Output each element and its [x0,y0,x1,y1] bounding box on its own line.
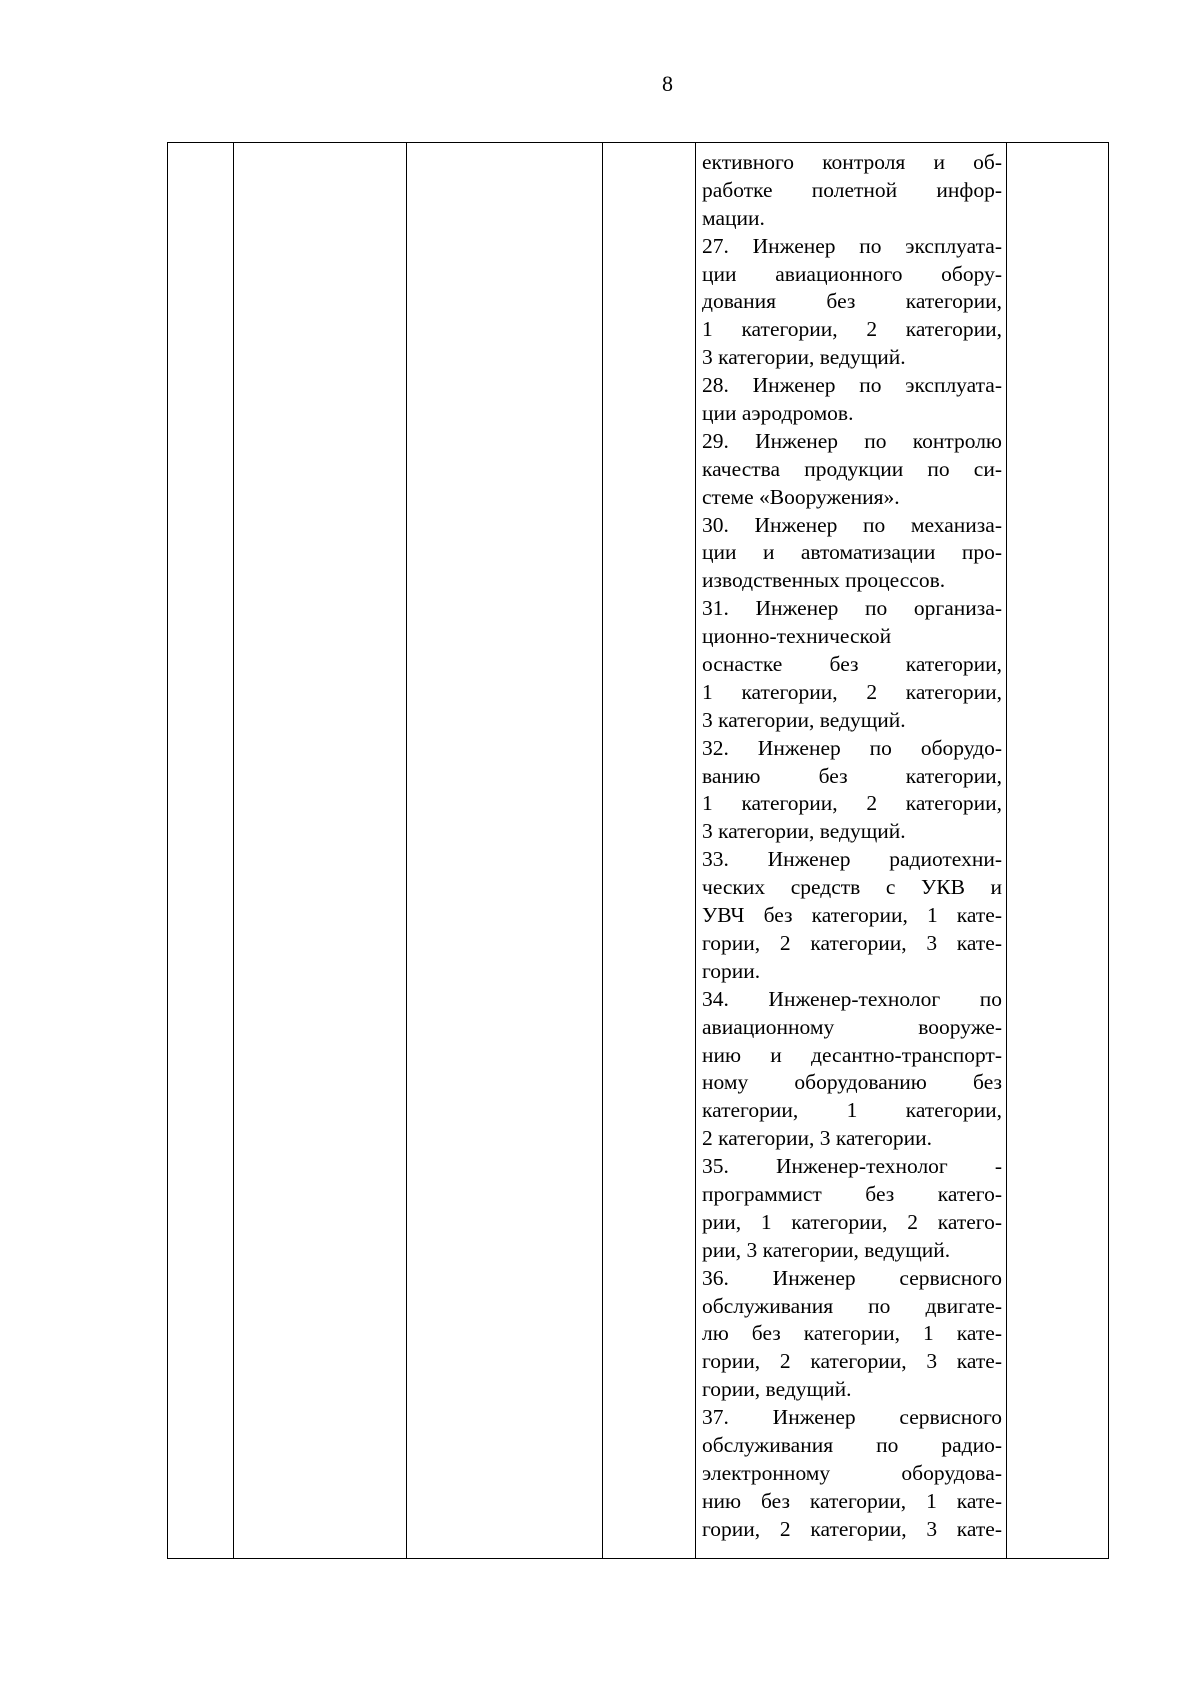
text-line: нию без категории, 1 кате- [702,1488,1002,1513]
text-line: 33. Инженер радиотехни- [702,847,1002,872]
text-line: 34. Инженер-технолог по [702,986,1002,1011]
table-cell-col-4 [603,143,696,1559]
text-line: 37. Инженер сервисного [702,1405,1002,1430]
text-line: программист без катего- [702,1181,1002,1206]
text-line: 27. Инженер по эксплуата- [702,233,1002,258]
table-row [168,143,1109,1559]
text-line: 1 категории, 2 категории, [702,679,1002,704]
text-line: 32. Инженер по оборудо- [702,735,1002,760]
text-line: гории, 2 категории, 3 кате- [702,1516,1002,1541]
text-line: гории, 2 категории, 3 кате- [702,1349,1002,1374]
text-line: 1 категории, 2 категории, [702,317,1002,342]
text-line: 3 категории, ведущий. [702,819,906,844]
positions-list [702,149,1002,1544]
table-cell-col-2 [234,143,407,1559]
text-line: рии, 1 категории, 2 катего- [702,1209,1002,1234]
text-line: ционно-технической [702,624,892,649]
positions-list-cell [696,143,1007,1559]
text-line: 1 категории, 2 категории, [702,791,1002,816]
text-line: дования без категории, [702,289,1002,314]
text-line: 31. Инженер по организа- [702,596,1002,621]
text-line: 29. Инженер по контролю [702,428,1002,453]
text-line: ческих средств с УКВ и [702,875,1002,900]
text-line: 2 категории, 3 категории. [702,1126,933,1151]
text-line: обслуживания по радио- [702,1432,1002,1457]
table-cell-col-1 [168,143,234,1559]
text-line: 3 категории, ведущий. [702,707,906,732]
text-line: ективного контроля и об- [702,150,1002,174]
text-line: рии, 3 категории, ведущий. [702,1237,951,1262]
text-line: оснастке без категории, [702,652,1002,677]
text-line: ции и автоматизации про- [702,540,1002,565]
text-line: УВЧ без категории, 1 кате- [702,903,1002,928]
text-line: 36. Инженер сервисного [702,1265,1002,1290]
text-line: 35. Инженер-технолог - [702,1154,1002,1179]
positions-table [167,142,1109,1559]
text-line: 3 категории, ведущий. [702,345,906,370]
text-line: ции авиационного обору- [702,261,1002,286]
text-line: обслуживания по двигате- [702,1293,1002,1318]
text-line: гории, 2 категории, 3 кате- [702,930,1002,955]
table-cell-col-3 [407,143,603,1559]
text-line: работке полетной инфор- [702,177,1002,202]
text-line: авиационному вооруже- [702,1014,1002,1039]
text-line: 30. Инженер по механиза- [702,512,1002,537]
text-line: качества продукции по си- [702,456,1002,481]
text-line: гории. [702,958,761,983]
table-cell-col-6 [1007,143,1109,1559]
text-line: ции аэродромов. [702,401,854,426]
text-line: ному оборудованию без [702,1070,1002,1095]
text-line: лю без категории, 1 кате- [702,1321,1002,1346]
text-line: категории, 1 категории, [702,1098,1002,1123]
text-line: стеме «Вооружения». [702,484,900,509]
text-line: мации. [702,205,765,230]
text-line: нию и десантно-транспорт- [702,1042,1002,1067]
text-line: гории, ведущий. [702,1377,852,1402]
page-number: 8 [662,71,673,96]
text-line: электронному оборудова- [702,1460,1002,1485]
text-line: ванию без категории, [702,763,1002,788]
text-line: изводственных процессов. [702,568,946,593]
text-line: 28. Инженер по эксплуата- [702,373,1002,398]
